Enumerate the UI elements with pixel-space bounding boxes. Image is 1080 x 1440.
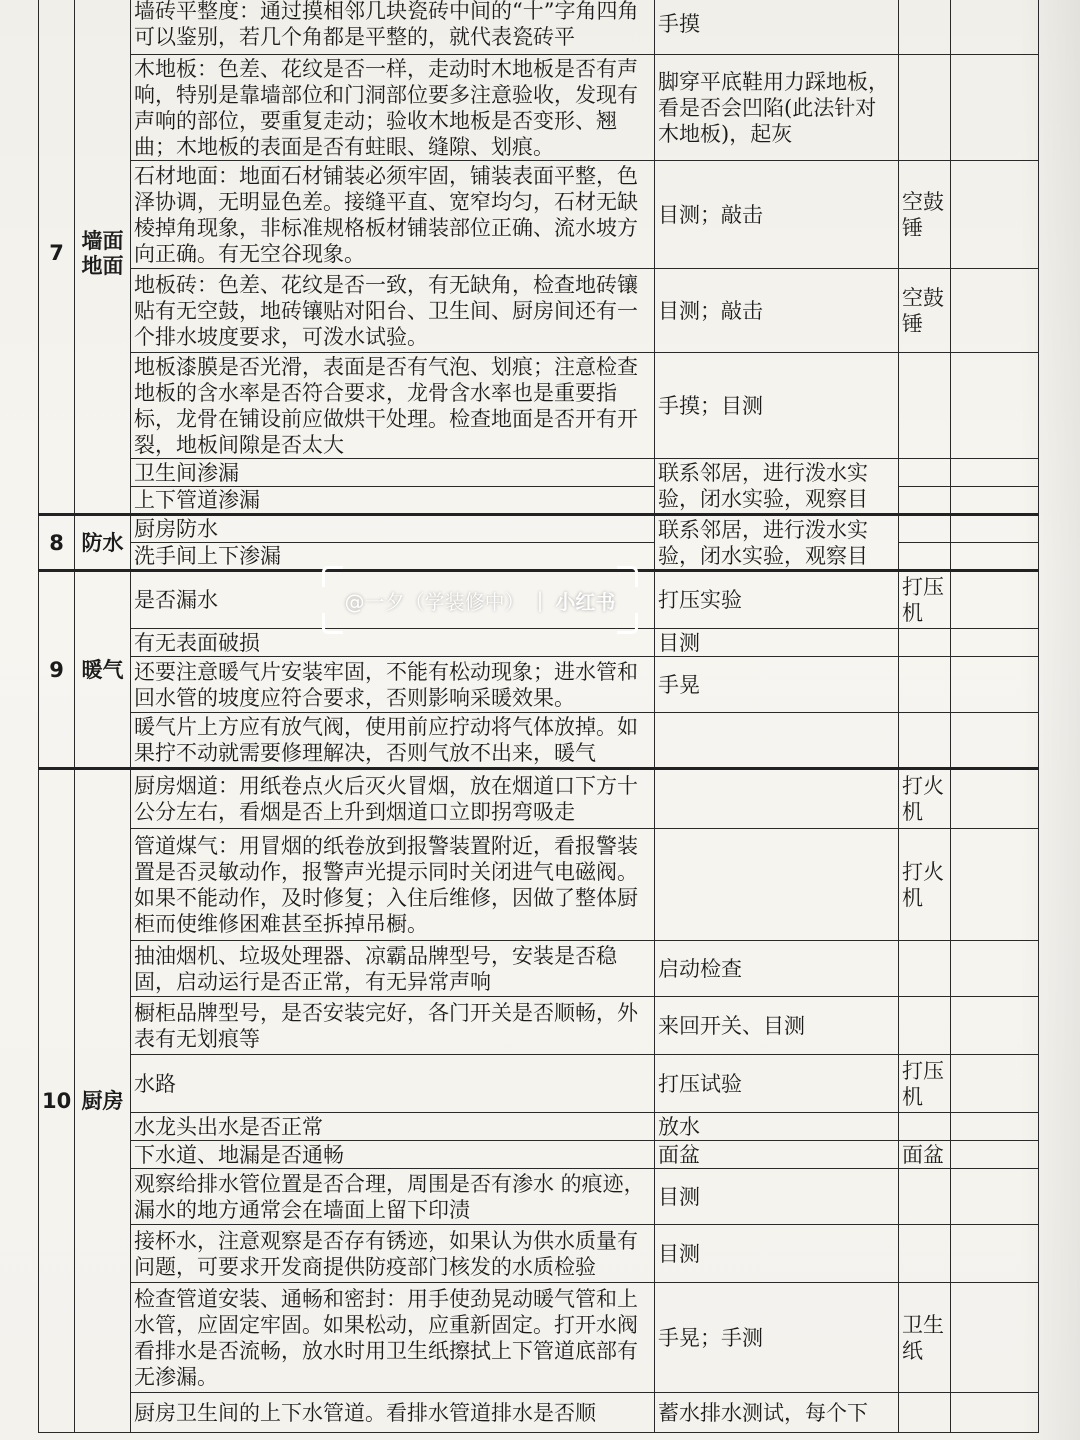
blank-cell (951, 1055, 1039, 1113)
table-row (39, 1113, 1039, 1141)
inspection-method: 联系邻居，进行泼水实验，闭水实验，观察目 (655, 459, 899, 515)
blank-cell (951, 459, 1039, 487)
blank-cell (951, 1141, 1039, 1169)
section-name: 暖气 (75, 571, 131, 769)
inspection-tool (899, 55, 951, 161)
inspection-tool (899, 459, 951, 487)
section-name: 防水 (75, 515, 131, 571)
blank-cell (951, 629, 1039, 657)
inspection-method: 打压试验 (655, 1055, 899, 1113)
table-row (39, 1055, 1039, 1113)
inspection-tool (899, 713, 951, 769)
inspection-tool (899, 1113, 951, 1141)
blank-cell (951, 543, 1039, 571)
blank-cell (951, 0, 1039, 55)
blank-cell (951, 941, 1039, 997)
blank-cell (951, 1169, 1039, 1225)
inspection-tool (899, 941, 951, 997)
inspection-item: 水路 (131, 1055, 655, 1113)
inspection-item: 抽油烟机、垃圾处理器、凉霸品牌型号，安装是否稳固，启动运行是否正常，有无异常声响 (131, 941, 655, 997)
inspection-item: 下水道、地漏是否通畅 (131, 1141, 655, 1169)
table-row (39, 769, 1039, 829)
blank-cell (951, 1393, 1039, 1433)
inspection-item: 石材地面：地面石材铺装必须牢固，铺装表面平整，色泽协调，无明显色差。接缝平直、宽窄均匀，石材无缺棱掉角现象，非标准规格板材铺装部位正确、流水坡方向正确。有无空谷现象。 (131, 161, 655, 269)
section-name: 厨房 (75, 769, 131, 1433)
inspection-tool (899, 353, 951, 459)
watermark-separator: | (536, 588, 544, 612)
inspection-tool: 卫生纸 (899, 1283, 951, 1393)
blank-cell (951, 269, 1039, 353)
inspection-method: 目测 (655, 1169, 899, 1225)
table-row (39, 941, 1039, 997)
inspection-method: 手摸；目测 (655, 353, 899, 459)
section-number: 7 (39, 0, 75, 515)
watermark-brand: 小红书 (555, 589, 616, 614)
section-number: 10 (39, 769, 75, 1433)
inspection-method: 目测；敲击 (655, 269, 899, 353)
inspection-item: 厨房卫生间的上下水管道。看排水管道排水是否顺 (131, 1393, 655, 1433)
blank-cell (951, 161, 1039, 269)
inspection-tool (899, 1169, 951, 1225)
inspection-method: 手晃；手测 (655, 1283, 899, 1393)
inspection-tool (899, 629, 951, 657)
section-number: 8 (39, 515, 75, 571)
table-row (39, 515, 1039, 543)
blank-cell (951, 769, 1039, 829)
blank-cell (951, 55, 1039, 161)
table-row (39, 459, 1039, 487)
blank-cell (951, 657, 1039, 713)
inspection-tool: 打压机 (899, 1055, 951, 1113)
inspection-tool (899, 1225, 951, 1283)
table-row (39, 1141, 1039, 1169)
inspection-item: 墙砖平整度：通过摸相邻几块瓷砖中间的“十”字角四角可以鉴别，若几个角都是平整的，就代表瓷砖平 (131, 0, 655, 55)
inspection-tool (899, 543, 951, 571)
inspection-item: 橱柜品牌型号，是否安装完好，各门开关是否顺畅，外表有无划痕等 (131, 997, 655, 1055)
inspection-method (655, 769, 899, 829)
inspection-tool: 打火机 (899, 829, 951, 941)
table-row (39, 269, 1039, 353)
table-row (39, 161, 1039, 269)
watermark-corner (617, 566, 638, 587)
watermark-corner (322, 566, 343, 587)
table-row (39, 713, 1039, 769)
inspection-tool (899, 0, 951, 55)
inspection-item: 还要注意暖气片安装牢固，不能有松动现象；进水管和回水管的坡度应符合要求，否则影响采暖效果。 (131, 657, 655, 713)
blank-cell (951, 353, 1039, 459)
inspection-method: 蓄水排水测试，每个下 (655, 1393, 899, 1433)
inspection-item: 厨房烟道：用纸卷点火后灭火冒烟，放在烟道口下方十公分左右，看烟是否上升到烟道口立即拐弯吸走 (131, 769, 655, 829)
inspection-method: 手摸 (655, 0, 899, 55)
section-name: 墙面地面 (75, 0, 131, 515)
watermark-corner (617, 613, 638, 634)
inspection-item: 接杯水，注意观察是否存有锈迹，如果认为供水质量有问题，可要求开发商提供防疫部门核发的水质检验 (131, 1225, 655, 1283)
table-row (39, 1283, 1039, 1393)
blank-cell (951, 713, 1039, 769)
inspection-tool: 面盆 (899, 1141, 951, 1169)
inspection-method: 启动检查 (655, 941, 899, 997)
inspection-item: 是否漏水 (131, 571, 655, 629)
blank-cell (951, 515, 1039, 543)
inspection-item: 地板漆膜是否光滑，表面是否有气泡、划痕；注意检查地板的含水率是否符合要求，龙骨含水率也是重要指标，龙骨在铺设前应做烘干处理。检查地面是否开有开裂，地板间隙是否太大 (131, 353, 655, 459)
inspection-tool (899, 657, 951, 713)
inspection-method: 目测；敲击 (655, 161, 899, 269)
blank-cell (951, 571, 1039, 629)
inspection-method: 脚穿平底鞋用力踩地板，看是否会凹陷(此法针对木地板)，起灰 (655, 55, 899, 161)
table-row (39, 353, 1039, 459)
table-row (39, 829, 1039, 941)
table-row (39, 55, 1039, 161)
table-row (39, 1393, 1039, 1433)
blank-cell (951, 1113, 1039, 1141)
inspection-method (655, 829, 899, 941)
blank-cell (951, 1225, 1039, 1283)
inspection-method (655, 713, 899, 769)
table-row (39, 997, 1039, 1055)
inspection-item: 厨房防水 (131, 515, 655, 543)
inspection-tool (899, 487, 951, 515)
blank-cell (951, 487, 1039, 515)
inspection-method: 目测 (655, 1225, 899, 1283)
table-row (39, 0, 1039, 55)
inspection-item: 检查管道安装、通畅和密封：用手使劲晃动暖气管和上水管，应固定牢固。如果松动，应重新固定。打开水阀看排水是否流畅，放水时用卫生纸擦拭上下管道底部有无渗漏。 (131, 1283, 655, 1393)
section-number: 9 (39, 571, 75, 769)
inspection-method: 来回开关、目测 (655, 997, 899, 1055)
xiaohongshu-watermark (322, 566, 638, 634)
inspection-item: 暖气片上方应有放气阀，使用前应拧动将气体放掉。如果拧不动就需要修理解决，否则气放不出来，暖气 (131, 713, 655, 769)
table-row (39, 657, 1039, 713)
blank-cell (951, 997, 1039, 1055)
table-row (39, 1225, 1039, 1283)
inspection-item: 水龙头出水是否正常 (131, 1113, 655, 1141)
table-row (39, 1169, 1039, 1225)
inspection-item: 洗手间上下渗漏 (131, 543, 655, 571)
inspection-tool: 空鼓锤 (899, 269, 951, 353)
inspection-item: 上下管道渗漏 (131, 487, 655, 515)
inspection-item: 卫生间渗漏 (131, 459, 655, 487)
inspection-item: 有无表面破损 (131, 629, 655, 657)
inspection-method: 手晃 (655, 657, 899, 713)
inspection-method: 放水 (655, 1113, 899, 1141)
inspection-method: 目测 (655, 629, 899, 657)
inspection-tool: 打火机 (899, 769, 951, 829)
inspection-tool (899, 997, 951, 1055)
watermark-corner (322, 613, 343, 634)
inspection-table (38, 0, 1039, 1433)
inspection-item: 木地板：色差、花纹是否一样，走动时木地板是否有声响，特别是靠墙部位和门洞部位要多注意验收，发现有声响的部位，要重复走动；验收木地板是否变形、翘曲；木地板的表面是否有蛀眼、缝隙、划痕。 (131, 55, 655, 161)
inspection-item: 地板砖：色差、花纹是否一致，有无缺角，检查地砖镶贴有无空鼓，地砖镶贴对阳台、卫生间、厨房间还有一个排水坡度要求，可泼水试验。 (131, 269, 655, 353)
watermark-handle: @一夕（学装修中） (344, 589, 525, 614)
inspection-tool (899, 1393, 951, 1433)
blank-cell (951, 1283, 1039, 1393)
inspection-item: 管道煤气：用冒烟的纸卷放到报警装置附近，看报警装置是否灵敏动作，报警声光提示同时关闭进气电磁阀。如果不能动作，及时修复；入住后维修，因做了整体厨柜而使维修困难甚至拆掉吊橱。 (131, 829, 655, 941)
inspection-method: 联系邻居，进行泼水实验，闭水实验，观察目 (655, 515, 899, 571)
inspection-item: 观察给排水管位置是否合理，周围是否有渗水 的痕迹，漏水的地方通常会在墙面上留下印渍 (131, 1169, 655, 1225)
inspection-method: 打压实验 (655, 571, 899, 629)
blank-cell (951, 829, 1039, 941)
inspection-tool: 空鼓锤 (899, 161, 951, 269)
inspection-method: 面盆 (655, 1141, 899, 1169)
inspection-tool: 打压机 (899, 571, 951, 629)
inspection-tool (899, 515, 951, 543)
